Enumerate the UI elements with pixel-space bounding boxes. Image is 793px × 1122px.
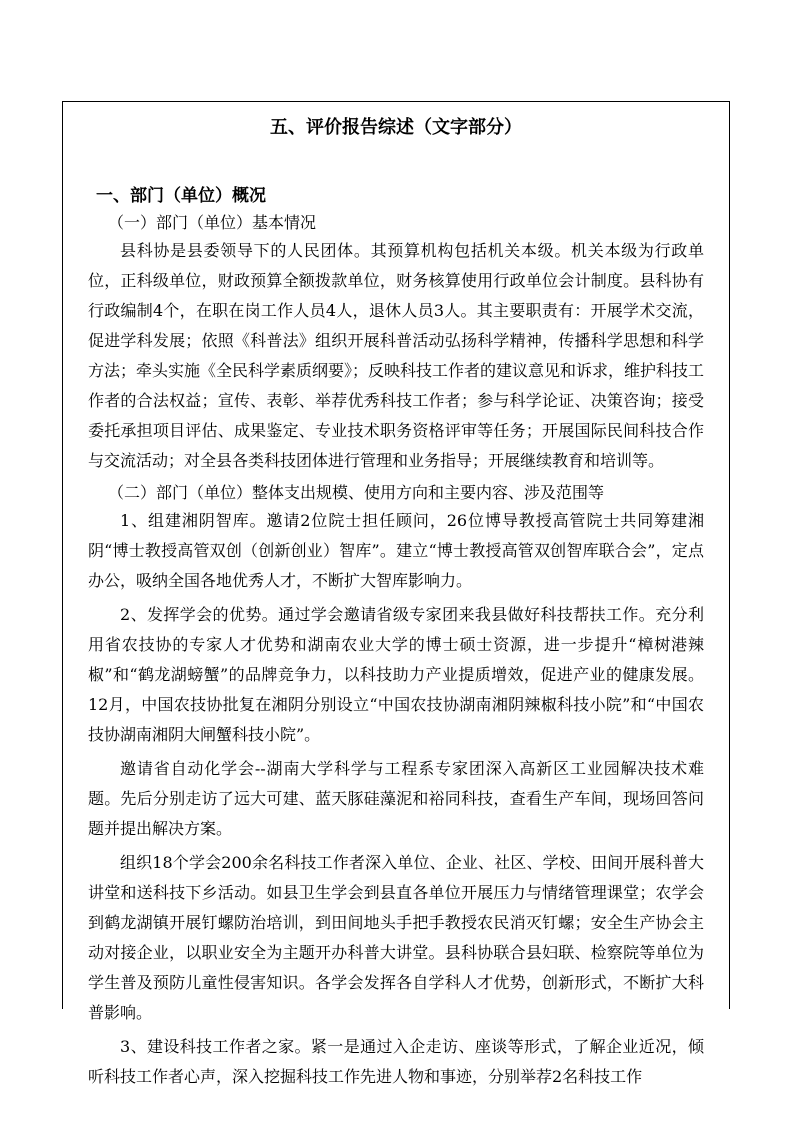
section-title: 五、评价报告综述（文字部分）: [270, 117, 522, 138]
paragraph-think-tank: 1、组建湘阴智库。邀请2位院士担任顾问，26位博导教授高管院士共同筹建湘阴“博士教授高管双创（创新创业）智库”。建立“博士教授高管双创智库联合会”，定点办公，吸纳全国各地优秀人才，不断扩大智库影响力。: [88, 511, 704, 590]
paragraph-tech-workers-home: 3、建设科技工作者之家。紧一是通过入企走访、座谈等形式，了解企业近况，倾听科技工作者心声，深入挖掘科技工作先进人物和事迹，分别举荐2名科技工作: [88, 1037, 704, 1086]
subheading-basic-info: （一）部门（单位）基本情况: [108, 213, 317, 232]
subheading-expenditure: （二）部门（单位）整体支出规模、使用方向和主要内容、涉及范围等: [108, 483, 605, 502]
heading-department-overview: 一、部门（单位）概况: [96, 186, 266, 206]
paragraph-society-advantage: 2、发挥学会的优势。通过学会邀请省级专家团来我县做好科技帮扶工作。充分利用省农技协的专家人才优势和湖南农业大学的博士硕士资源，进一步提升“樟树港辣椒”和“鹤龙湖螃蟹”的品牌竞争力，以科技助力产业提质增效，促进产业的健康发展。12月，中国农技协批复在湘阴分别设立“中国农技协湖南湘阴辣椒科技小院”和“中国农技协湖南湘阴大闸蟹科技小院”。: [88, 605, 704, 744]
report-content: [88, 108, 705, 1086]
paragraph-science-lectures: 组织18个学会200余名科技工作者深入单位、企业、社区、学校、田间开展科普大讲堂和送科技下乡活动。如县卫生学会到县直各单位开展压力与情绪管理课堂；农学会到鹤龙湖镇开展钉螺防治培训，到田间地头手把手教授农民消灭钉螺；安全生产协会主动对接企业，以职业安全为主题开办科普大讲堂。县科协联合县妇联、检察院等单位为学生普及预防儿童性侵害知识。各学会发挥各自学科人才优势，创新形式，不断扩大科普影响。: [88, 853, 704, 1022]
paragraph-automation-society: 邀请省自动化学会--湖南大学科学与工程系专家团深入高新区工业园解决技术难题。先后分别走访了远大可建、蓝天豚硅藻泥和裕同科技，查看生产车间，现场回答问题并提出解决方案。: [88, 759, 704, 838]
paragraph-basic-info: 县科协是县委领导下的人民团体。其预算机构包括机关本级。机关本级为行政单位，正科级单位，财政预算全额拨款单位，财务核算使用行政单位会计制度。县科协有行政编制4个，在职在岗工作人员4人，退休人员3人。其主要职责有：开展学术交流，促进学科发展；依照《科普法》组织开展科普活动弘扬科学精神，传播科学思想和科学方法；牵头实施《全民科学素质纲要》；反映科技工作者的建议意见和诉求，维护科技工作者的合法权益；宣传、表彰、举荐优秀科技工作者；参与科学论证、决策咨询；接受委托承担项目评估、成果鉴定、专业技术职务资格评审等任务；开展国际民间科技合作与交流活动；对全县各类科技团体进行管理和业务指导；开展继续教育和培训等。: [88, 241, 705, 470]
